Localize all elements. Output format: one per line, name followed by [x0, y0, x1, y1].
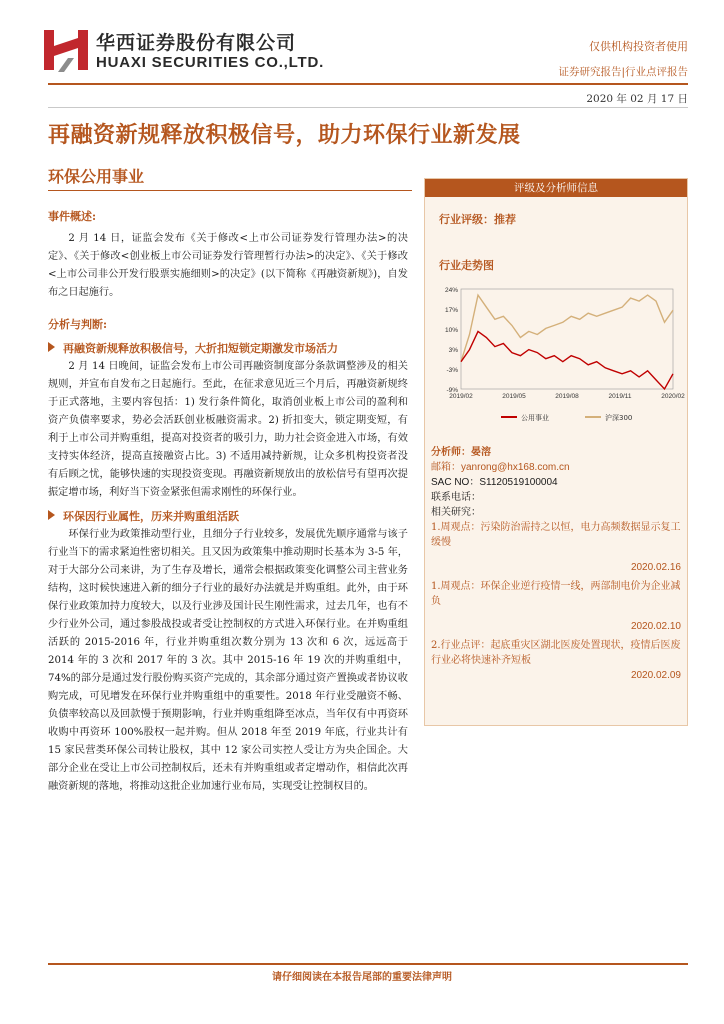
audience-note: 仅供机构投资者使用 [589, 40, 688, 53]
x-tick-label: 2020/02 [661, 393, 685, 400]
event-paragraph: 2 月 14 日，证监会发布《关于修改<上市公司证券发行管理办法>的决定》、《关于修改<创业板上市公司证券发行管理暂行办法>的决定》、《关于修改<上市公司非公开发行股票实施细则>的决定》(以下简称《再融资新规》)，自发布之日起施行。 [48, 233, 408, 298]
analyst-phone: 联系电话： [431, 492, 481, 503]
analyst-email[interactable]: 邮箱：yanrong@hx168.com.cn [431, 462, 570, 473]
related-report-date: 2020.02.09 [630, 670, 681, 681]
y-tick-label: 24% [444, 287, 458, 294]
analyst-name: 分析师：晏溶 [431, 447, 491, 458]
related-report-date: 2020.02.10 [630, 621, 681, 632]
company-name-cn: 华西证券股份有限公司 [96, 32, 297, 54]
company-logo [44, 28, 88, 72]
series-line [461, 331, 673, 389]
industry-name: 环保公用事业 [48, 167, 145, 186]
section1-title: 再融资新规释放积极信号，大折扣短锁定期激发市场活力 [63, 342, 338, 355]
footer-divider [48, 963, 688, 965]
x-tick-label: 2019/11 [608, 393, 632, 400]
main-content [48, 208, 408, 796]
trend-label: 行业走势图 [439, 259, 494, 272]
report-title: 再融资新规释放积极信号，助力环保行业新发展 [48, 122, 521, 148]
legal-notice[interactable]: 请仔细阅读在本报告尾部的重要法律声明 [272, 972, 452, 983]
event-label: 事件概述: [48, 210, 97, 223]
company-name-en: HUAXI SECURITIES CO.,LTD. [96, 54, 325, 71]
section2-heading [48, 508, 408, 526]
bullet-triangle-icon [48, 342, 55, 352]
analyst-info [431, 445, 681, 687]
related-report[interactable] [431, 638, 681, 683]
y-tick-label: 17% [444, 307, 458, 314]
bullet-triangle-icon [48, 510, 55, 520]
series-line [461, 295, 673, 362]
date-divider [48, 107, 688, 108]
y-tick-label: -9% [446, 387, 458, 394]
report-date: 2020 年 02 月 17 日 [586, 93, 688, 105]
related-report-date: 2020.02.16 [630, 562, 681, 573]
analyst-sac: SAC NO：S1120519100004 [431, 477, 558, 488]
y-tick-label: 3% [448, 347, 458, 354]
plot-frame [461, 289, 673, 389]
x-tick-label: 2019/05 [502, 393, 526, 400]
x-tick-label: 2019/02 [449, 393, 473, 400]
related-report[interactable] [431, 579, 681, 634]
report-type: 证券研究报告|行业点评报告 [558, 66, 688, 78]
panel-header: 评级及分析师信息 [425, 179, 687, 197]
related-label: 相关研究： [431, 507, 481, 518]
section2-paragraph: 环保行业为政策推动型行业，且细分子行业较多，发展优先顺序通常与该子行业当下的需求紧迫性密切相关。且又因为政策集中推动期时长基本为 3-5 年，对于大部分公司来讲，为了生存及增长，通常会根据政策变化调整公司主营业务结构，这时候快速进入新的细分子行业的最好办法就是并购重组。此外，由于环保行业政策加持力度较大，以及行业涉及国计民生刚性需求，过去几年，也有不少行业外公司，通过参股战投或者受让控制权的方式进入环保行业。在并购重组活跃的 2015-2016 年，行业并购重组次数分别为 13 次和 6 次，远远高于 2014 年的 3 次和 2017 年的 3 次。其中 2015-16 年 19 次的并购重组中，74%的部分是通过发行股份购买资产完成的，其余部分通过资产置换或者协议收购完成，可见增发在环保行业并购重组中的重要性。2018 年行业受融资不畅、负债率较高以及回款慢于预期影响，行业并购重组降至冰点，当年仅有中再资环收购中再资环 100%股权一起并购。但从 2018 年至 2019 年底，行业共计有 15 家民营类环保公司转让股权，其中 12 家公司实控人受让方为央企国企。大部分企业在受让上市公司控制权后，还未有并购重组或者定增动作，相信此次再融资新规的落地，将推动这批企业加速行业布局，实现受让控制权目的。 [48, 529, 408, 792]
y-tick-label: 10% [444, 327, 458, 334]
section1-heading [48, 340, 408, 358]
analyst-panel [424, 178, 688, 726]
related-report-title[interactable]: 1.周观点：污染防治需持之以恒，电力高频数据显示复工缓慢 [431, 522, 681, 548]
x-tick-label: 2019/08 [555, 393, 579, 400]
industry-rating: 行业评级：推荐 [439, 213, 516, 226]
y-tick-label: -3% [446, 367, 458, 374]
header-divider [48, 83, 688, 85]
legend-label: 公用事业 [521, 414, 549, 422]
industry-divider [48, 190, 412, 191]
trend-chart [431, 283, 685, 429]
related-report[interactable] [431, 520, 681, 575]
related-report-title[interactable]: 1.周观点：环保企业逆行疫情一线，两部制电价为企业减负 [431, 581, 681, 607]
section2-title: 环保因行业属性，历来并购重组活跃 [63, 510, 239, 523]
legend-label: 沪深300 [605, 414, 633, 422]
analysis-label: 分析与判断: [48, 318, 108, 331]
section1-paragraph: 2 月 14 日晚间，证监会发布上市公司再融资制度部分条款调整涉及的相关规则，并宣布自发布之日起施行。至此，在征求意见近三个月后，再融资新规终于正式落地，主要内容包括：1) 发行条件简化，取消创业板上市公司的盈利和资产负债率要求，势必会活跃创业板融资需求。2) 折扣变大，锁定期变短，有利于上市公司并购重组，提高对投资者的吸引力，助力社会资金进入市场，有效支持实体经济，提高直接融资占比。3) 不适用减持新规，让众多机构投资者没有后顾之忧，能够快速的实现投资变现。再融资新规放出的放松信号有望再次提振定增市场，利好当下资金紧张但需求刚性的环保行业。 [48, 361, 408, 498]
related-report-title[interactable]: 2.行业点评：起底重灾区湖北医废处置现状，疫情后医废行业必将快速补齐短板 [431, 640, 681, 666]
